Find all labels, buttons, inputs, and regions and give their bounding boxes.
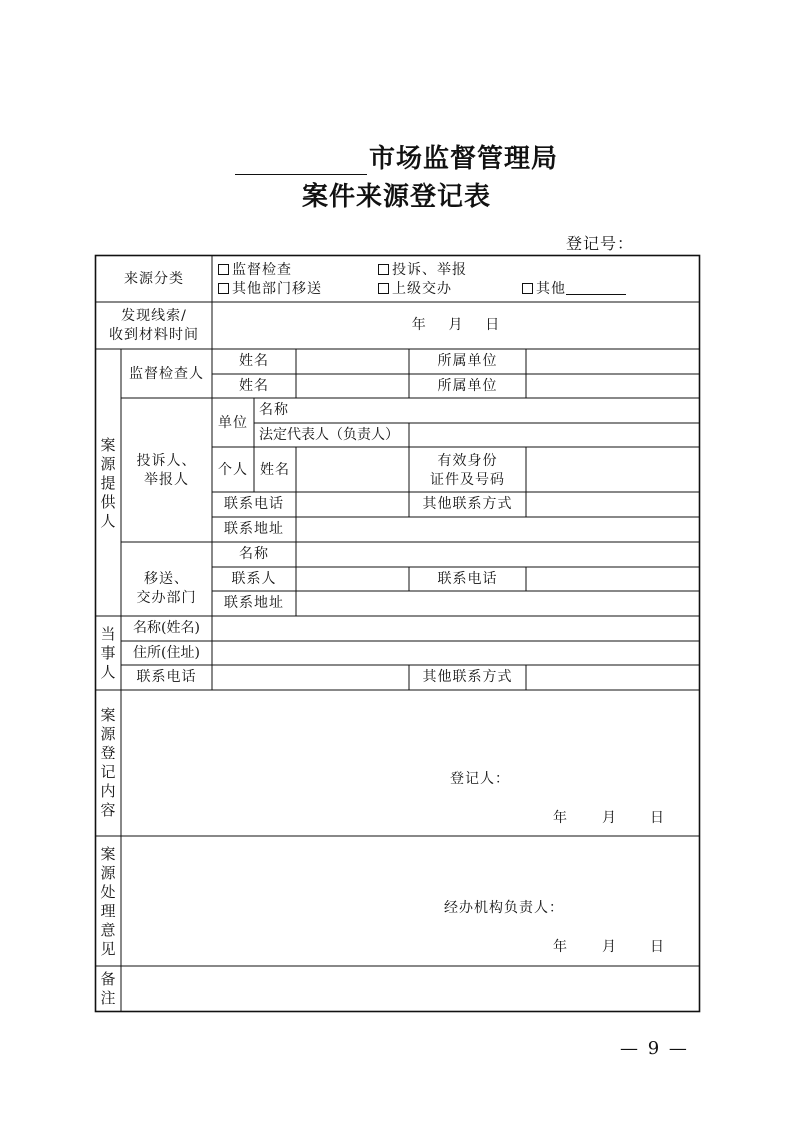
inspector-name-label-1: 姓名: [239, 353, 269, 369]
option-other-department-transfer[interactable]: 其他部门移送: [218, 280, 322, 298]
id-label-line2: 证件及号码: [430, 472, 505, 488]
party-phone-label: 联系电话: [136, 669, 197, 685]
party-name-label: 名称(姓名): [133, 620, 200, 636]
inspector-unit-label-1: 所属单位: [437, 353, 498, 369]
transfer-label-line1: 移送、: [144, 571, 189, 587]
complainant-phone-label: 联系电话: [224, 496, 284, 512]
complainant-other-contact-label: 其他联系方式: [422, 496, 513, 512]
registration-date-month: 月: [602, 810, 617, 826]
clue-time-date: 年 月 日: [411, 317, 501, 333]
inspector-label: 监督检查人: [129, 366, 204, 382]
registrar-label: 登记人：: [450, 771, 510, 787]
page-title-line2: 案件来源登记表: [301, 182, 491, 212]
provider-vertical-label: 案 源 提 供 人: [100, 436, 116, 530]
checkbox-icon[interactable]: [378, 264, 389, 275]
transfer-contact-label: 联系人: [231, 571, 277, 587]
inspector-unit-label-2: 所属单位: [437, 378, 498, 394]
checkbox-icon[interactable]: [522, 283, 533, 294]
option-superior-assigned[interactable]: 上级交办: [378, 280, 452, 298]
checkbox-icon[interactable]: [218, 283, 229, 294]
complainant-label-line1: 投诉人、: [136, 453, 197, 469]
transfer-label-line2: 交办部门: [136, 590, 197, 606]
party-other-contact-label: 其他联系方式: [422, 669, 513, 685]
handling-date-day: 日: [650, 939, 665, 955]
party-vertical-label: 当 事 人: [100, 625, 116, 681]
registration-date-day: 日: [650, 810, 665, 826]
registration-date-year: 年: [553, 810, 568, 826]
option-other[interactable]: 其他: [522, 280, 626, 298]
complainant-label-line2: 举报人: [144, 472, 189, 488]
checkbox-icon[interactable]: [378, 283, 389, 294]
handling-date-month: 月: [602, 939, 617, 955]
other-fill-blank[interactable]: [566, 282, 626, 295]
page-number: — 9 —: [620, 1038, 689, 1059]
option-supervision-inspection[interactable]: 监督检查: [218, 261, 292, 279]
page-title-line1: 市场监督管理局: [0, 138, 793, 175]
registration-number-label: 登记号：: [566, 234, 635, 253]
checkbox-icon[interactable]: [218, 264, 229, 275]
id-label-line1: 有效身份: [437, 453, 498, 469]
inspector-name-label-2: 姓名: [239, 378, 269, 394]
legal-representative-label: 法定代表人（负责人）: [259, 427, 399, 443]
complainant-address-label: 联系地址: [224, 521, 284, 537]
registration-vertical-label: 案 源 登 记 内 容: [100, 706, 116, 819]
unit-label: 单位: [218, 415, 248, 431]
handling-vertical-label: 案 源 处 理 意 见: [100, 845, 116, 958]
clue-time-label-line2: 收到材料时间: [109, 327, 199, 343]
unit-name-label: 名称: [259, 402, 289, 418]
remarks-vertical-label: 备 注: [100, 970, 116, 1007]
responsible-person-label: 经办机构负责人：: [444, 900, 564, 916]
individual-name-label: 姓名: [260, 462, 290, 478]
transfer-name-label: 名称: [239, 546, 269, 562]
individual-label: 个人: [218, 462, 248, 478]
party-address-label: 住所(住址): [133, 645, 200, 661]
handling-date-year: 年: [553, 939, 568, 955]
option-complaint-report[interactable]: 投诉、举报: [378, 261, 467, 279]
transfer-phone-label: 联系电话: [437, 571, 498, 587]
clue-time-label-line1: 发现线索/: [121, 308, 187, 324]
transfer-address-label: 联系地址: [224, 595, 284, 611]
source-category-label: 来源分类: [124, 271, 184, 287]
